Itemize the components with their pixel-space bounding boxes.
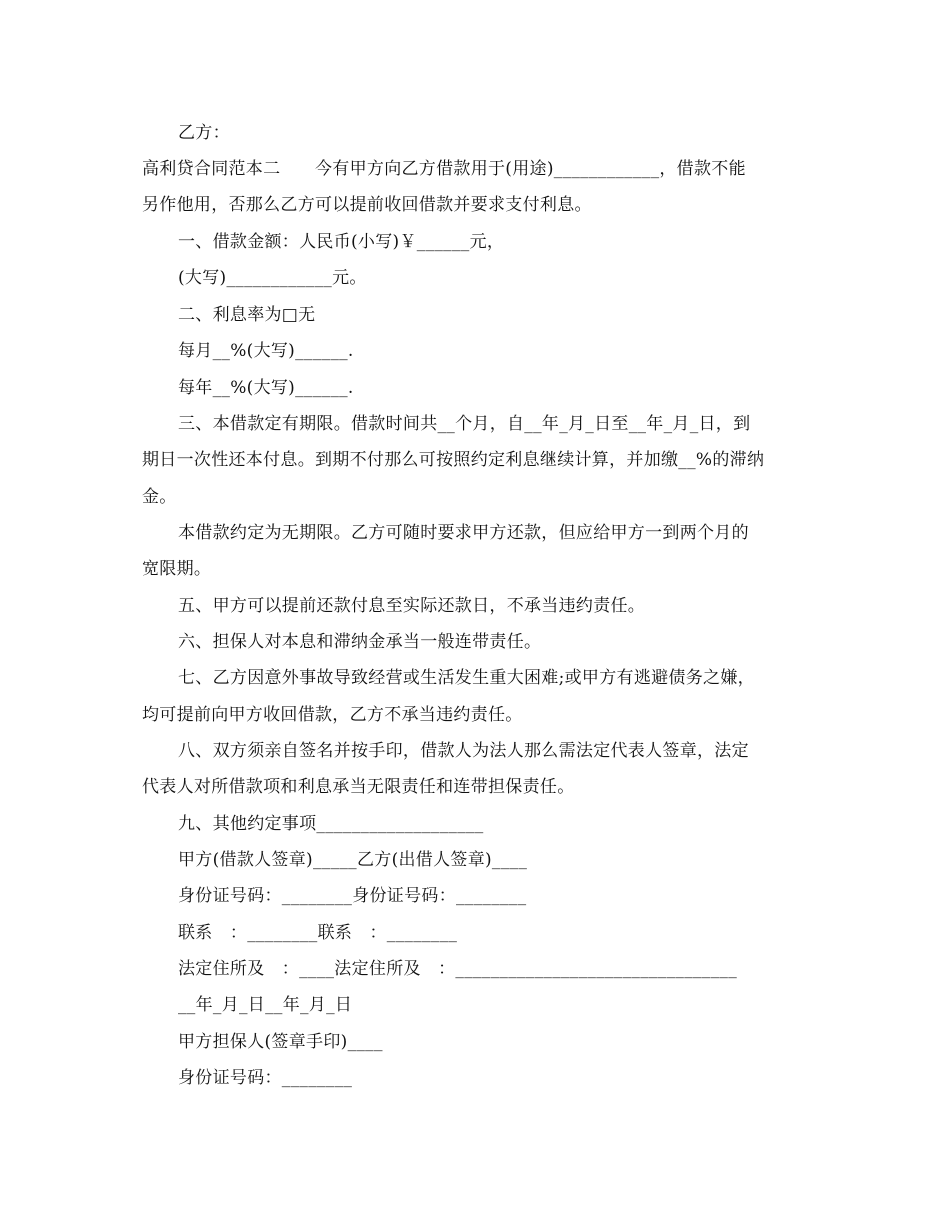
- paragraph-intro-line-1: 高利贷合同范本二 今有甲方向乙方借款用于(用途)____________，借款不能: [142, 159, 746, 179]
- signature-parties: 甲方(借款人签章)_____乙方(出借人签章)____: [178, 850, 528, 870]
- clause-six: 六、担保人对本息和滞纳金承当一般连带责任。: [178, 632, 542, 652]
- clause-eight-line-1: 八、双方须亲自签名并按手印，借款人为法人那么需法定代表人签章，法定: [178, 741, 749, 761]
- contact-info: 联系 ：________联系 ：________: [178, 923, 458, 943]
- interest-monthly: 每月__%(大写)______.: [178, 341, 354, 361]
- guarantor-signature: 甲方担保人(签章手印)____: [178, 1032, 383, 1052]
- term-clause-line-3: 金。: [142, 487, 177, 507]
- id-numbers: 身份证号码：________身份证号码：________: [178, 886, 527, 906]
- interest-rate-heading: 二、利息率为□无: [178, 305, 316, 325]
- signing-dates: __年_月_日__年_月_日: [178, 995, 353, 1015]
- legal-address: 法定住所及 ：____法定住所及 ：________________________________: [178, 959, 737, 979]
- loan-amount-uppercase: (大写)____________元。: [178, 268, 367, 288]
- clause-five: 五、甲方可以提前还款付息至实际还款日，不承当违约责任。: [178, 596, 646, 616]
- loan-amount-lowercase: 一、借款金额：人民币(小写)￥______元，: [178, 232, 505, 252]
- paragraph-intro-line-2: 另作他用，否那么乙方可以提前收回借款并要求支付利息。: [142, 195, 592, 215]
- clause-nine: 九、其他约定事项___________________: [178, 814, 484, 834]
- guarantor-id-number: 身份证号码：________: [178, 1068, 353, 1088]
- party-b-label: 乙方：: [178, 123, 230, 143]
- interest-yearly: 每年__%(大写)______.: [178, 378, 354, 398]
- clause-seven-line-2: 均可提前向甲方收回借款，乙方不承当违约责任。: [142, 705, 523, 725]
- no-term-clause-line-1: 本借款约定为无期限。乙方可随时要求甲方还款，但应给甲方一到两个月的: [178, 523, 749, 543]
- no-term-clause-line-2: 宽限期。: [142, 559, 212, 579]
- term-clause-line-2: 期日一次性还本付息。到期不付那么可按照约定利息继续计算，并加缴__%的滞纳: [142, 450, 765, 470]
- term-clause-line-1: 三、本借款定有期限。借款时间共__个月，自__年_月_日至__年_月_日，到: [178, 414, 751, 434]
- clause-eight-line-2: 代表人对所借款项和利息承当无限责任和连带担保责任。: [142, 777, 575, 797]
- clause-seven-line-1: 七、乙方因意外事故导致经营或生活发生重大困难;或甲方有逃避债务之嫌，: [178, 668, 755, 688]
